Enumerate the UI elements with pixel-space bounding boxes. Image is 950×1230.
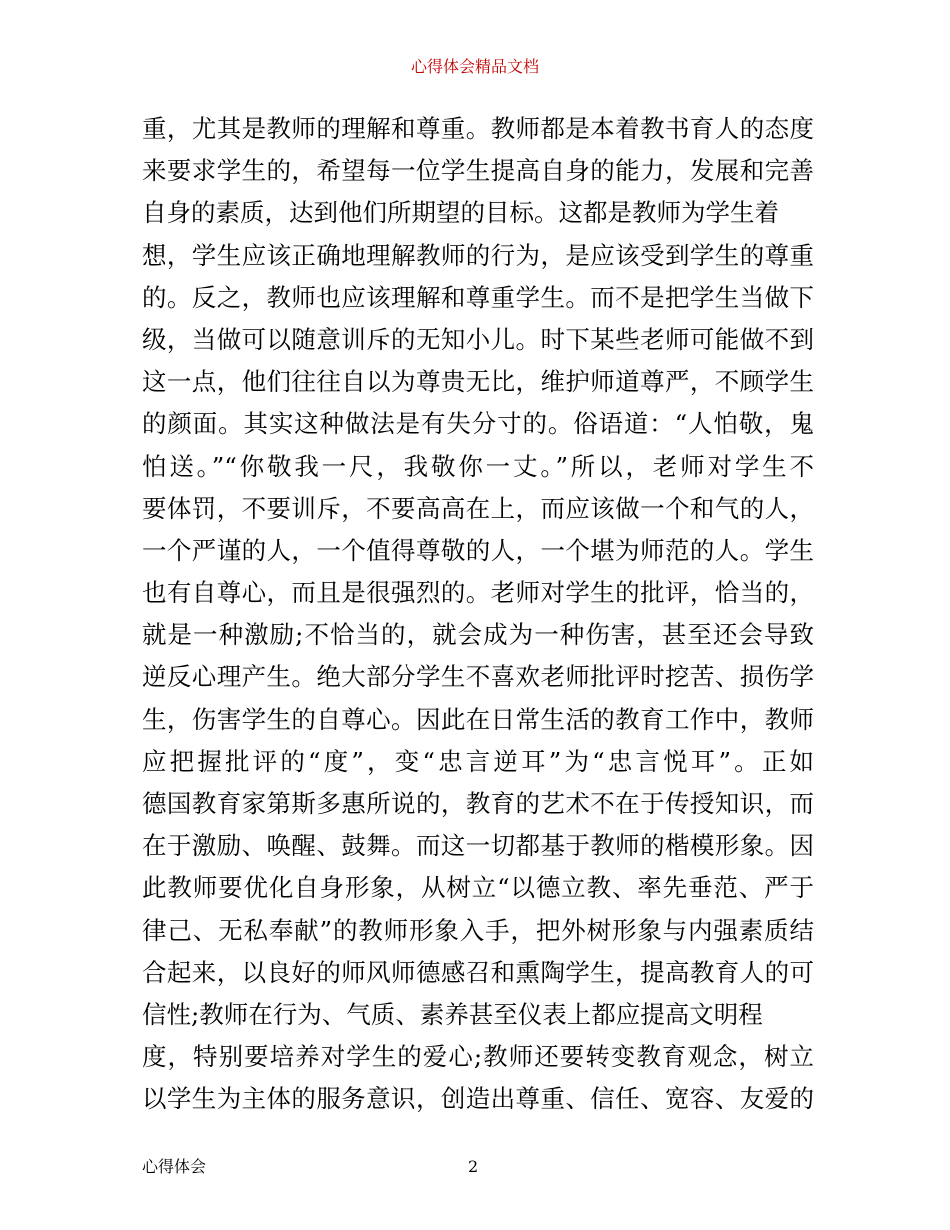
body-line: 来要求学生的，希望每一位学生提高自身的能力，发展和完善 <box>142 156 814 186</box>
body-line: 应把握批评的“度”，变“忠言逆耳”为“忠言悦耳”。正如 <box>142 746 814 776</box>
body-line: 自身的素质，达到他们所期望的目标。这都是教师为学生着 <box>142 198 779 228</box>
body-line: 一个严谨的人，一个值得尊敬的人，一个堪为师范的人。学生 <box>142 535 814 565</box>
footer-label: 心得体会 <box>142 1157 207 1176</box>
body-line: 此教师要优化自身形象，从树立“以德立教、率先垂范、严于 <box>142 873 814 903</box>
body-line: 逆反心理产生。绝大部分学生不喜欢老师批评时挖苦、损伤学 <box>142 662 814 692</box>
body-line: 这一点，他们往往自以为尊贵无比，维护师道尊严，不顾学生 <box>142 367 814 397</box>
body-line: 以学生为主体的服务意识，创造出尊重、信任、宽容、友爱的 <box>142 1084 814 1114</box>
body-line: 德国教育家第斯多惠所说的，教育的艺术不在于传授知识，而 <box>142 789 814 818</box>
body-line: 生，伤害学生的自尊心。因此在日常生活的教育工作中，教师 <box>142 704 814 734</box>
body-line: 想，学生应该正确地理解教师的行为，是应该受到学生的尊重 <box>142 240 814 270</box>
body-line: 的。反之，教师也应该理解和尊重学生。而不是把学生当做下 <box>142 282 814 312</box>
page-header-title: 心得体会精品文档 <box>410 57 539 76</box>
body-line: 怕送。”“你敬我一尺，我敬你一丈。”所以，老师对学生不 <box>142 451 814 481</box>
body-line: 律己、无私奉献”的教师形象入手，把外树形象与内强素质结 <box>142 915 814 945</box>
body-line: 的颜面。其实这种做法是有失分寸的。俗语道：“人怕敬，鬼 <box>142 409 814 439</box>
body-line: 度，特别要培养对学生的爱心;教师还要转变教育观念，树立 <box>142 1042 814 1072</box>
body-line: 也有自尊心，而且是很强烈的。老师对学生的批评，恰当的， <box>142 578 814 608</box>
document-body <box>142 108 814 1121</box>
body-line: 级，当做可以随意训斥的无知小儿。时下某些老师可能做不到 <box>142 324 814 354</box>
body-line: 信性;教师在行为、气质、素养甚至仪表上都应提高文明程 <box>142 999 763 1029</box>
body-line: 合起来，以良好的师风师德感召和熏陶学生，提高教育人的可 <box>142 957 814 987</box>
body-line: 要体罚，不要训斥，不要高高在上，而应该做一个和气的人， <box>142 493 814 523</box>
body-line: 重，尤其是教师的理解和尊重。教师都是本着教书育人的态度 <box>142 114 814 143</box>
body-line: 就是一种激励;不恰当的，就会成为一种伤害，甚至还会导致 <box>142 620 814 650</box>
page-number: 2 <box>468 1157 479 1176</box>
body-line: 在于激励、唤醒、鼓舞。而这一切都基于教师的楷模形象。因 <box>142 831 814 861</box>
